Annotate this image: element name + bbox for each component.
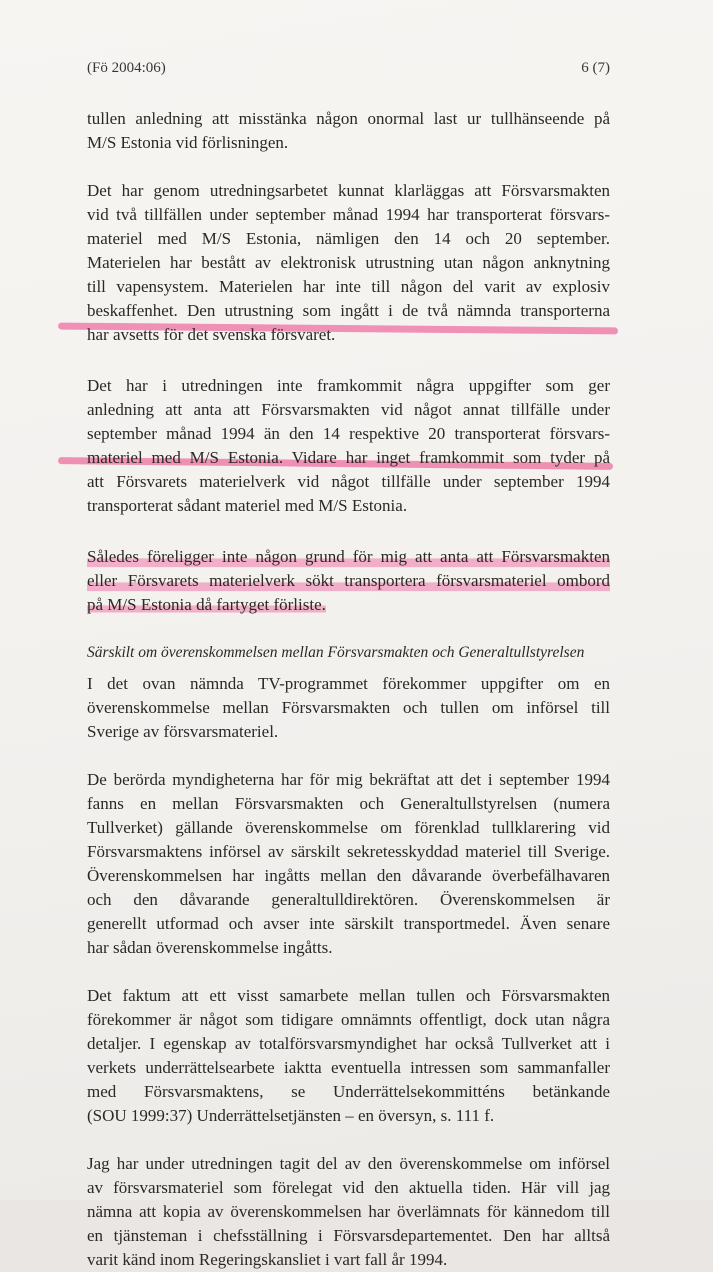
- text-line: varit känd inom Regeringskansliet i vart fall år 1994.: [87, 1250, 448, 1269]
- text-line: nämna att kopia av överenskommelsen har överlämnats för kännedom till: [87, 1202, 610, 1221]
- text-line: Överenskommelsen har ingåtts mellan den dåvarande överbefälhavaren: [87, 866, 610, 885]
- text-line: Sverige av försvarsmateriel.: [87, 722, 279, 741]
- text-line: förekommer är något som tidigare omnämnts offentligt, dock utan några: [87, 1010, 610, 1029]
- text-line: I det ovan nämnda TV-programmet förekommer uppgifter om en: [87, 674, 610, 693]
- text-line: en tjänsteman i chefsställning i Försvarsdepartementet. Den har alltså: [87, 1226, 610, 1245]
- text-line: verkets underrättelsearbete iaktta eventuella intressen som sammanfaller: [87, 1058, 610, 1077]
- paragraph: [87, 1152, 610, 1272]
- text-line: fanns en mellan Försvarsmakten och Generaltullstyrelsen (numera: [87, 794, 610, 813]
- paragraph: [87, 107, 610, 155]
- text-line: september månad 1994 än den 14 respektive 20 transporterat försvars-: [87, 424, 610, 443]
- text-line: anledning att anta att Försvarsmakten vid något annat tillfälle under: [87, 400, 610, 419]
- text-line: beskaffenhet. Den utrustning som ingått i de två nämnda transporterna: [87, 301, 610, 320]
- text-line: detaljer. I egenskap av totalförsvarsmyndighet har också Tullverket att i: [87, 1034, 610, 1053]
- text-line: M/S Estonia vid förlisningen.: [87, 133, 289, 152]
- paragraph: [87, 179, 610, 347]
- paragraph-highlighted: [87, 545, 610, 617]
- text-line: materiel med M/S Estonia, nämligen den 14 och 20 september.: [87, 229, 610, 248]
- text-line: Jag har under utredningen tagit del av den överenskommelse om införsel: [87, 1154, 610, 1173]
- page-header: [87, 60, 610, 84]
- text-line: generellt utformad och avser inte särskilt transportmedel. Även senare: [87, 914, 610, 933]
- text-line: till vapensystem. Materielen har inte till någon del varit av explosiv: [87, 277, 610, 296]
- text-line: Således föreligger inte någon grund för mig att anta att Försvarsmakten: [87, 545, 610, 569]
- paragraph: [87, 374, 610, 518]
- text-line: vid två tillfällen under september månad 1994 har transporterat försvars-: [87, 205, 610, 224]
- paragraph: [87, 672, 610, 744]
- text-line: och den dåvarande generaltulldirektören. Överenskommelsen är: [87, 890, 610, 909]
- page-number: 6 (7): [581, 60, 610, 76]
- text-line: Det faktum att ett visst samarbete mellan tullen och Försvarsmakten: [87, 986, 610, 1005]
- text-line: av försvarsmateriel som förelegat vid den aktuella tiden. Här vill jag: [87, 1178, 610, 1197]
- document-reference: (Fö 2004:06): [87, 60, 166, 76]
- text-line: materiel med M/S Estonia. Vidare har inget framkommit som tyder på: [87, 448, 610, 467]
- text-line: [87, 593, 610, 617]
- text-line: överenskommelse mellan Försvarsmakten och tullen om införsel till: [87, 698, 610, 717]
- text-line: tullen anledning att misstänka någon onormal last ur tullhänseende på: [87, 109, 610, 128]
- text-line: att Försvarets materielverk vid något tillfälle under september 1994: [87, 472, 610, 491]
- highlighted-text: på M/S Estonia då fartyget förliste.: [87, 595, 326, 614]
- text-line: Det har genom utredningsarbetet kunnat klarläggas att Försvarsmakten: [87, 181, 610, 200]
- text-line: har avsetts för det svenska försvaret.: [87, 325, 336, 344]
- paragraph: [87, 984, 610, 1128]
- text-line: Det har i utredningen inte framkommit några uppgifter som ger: [87, 376, 610, 395]
- text-line: Försvarsmaktens införsel av särskilt sekretesskyddad materiel till Sverige.: [87, 842, 610, 861]
- text-line: De berörda myndigheterna har för mig bekräftat att det i september 1994: [87, 770, 610, 789]
- text-line: har sådan överenskommelse ingåtts.: [87, 938, 333, 957]
- text-line: transporterat sådant materiel med M/S Estonia.: [87, 496, 408, 515]
- text-line: Materielen har bestått av elektronisk utrustning utan någon anknytning: [87, 253, 610, 272]
- text-line: med Försvarsmaktens, se Underrättelsekommitténs betänkande: [87, 1082, 610, 1101]
- text-line: eller Försvarets materielverk sökt transportera försvarsmateriel ombord: [87, 569, 610, 593]
- section-heading: Särskilt om överenskommelsen mellan Försvarsmakten och Generaltullstyrelsen: [87, 644, 585, 661]
- paragraph: [87, 768, 610, 960]
- text-line: (SOU 1999:37) Underrättelsetjänsten – en översyn, s. 111 f.: [87, 1106, 495, 1125]
- text-line: Tullverket) gällande överenskommelse om förenklad tullklarering vid: [87, 818, 610, 837]
- document-page: [87, 60, 610, 1272]
